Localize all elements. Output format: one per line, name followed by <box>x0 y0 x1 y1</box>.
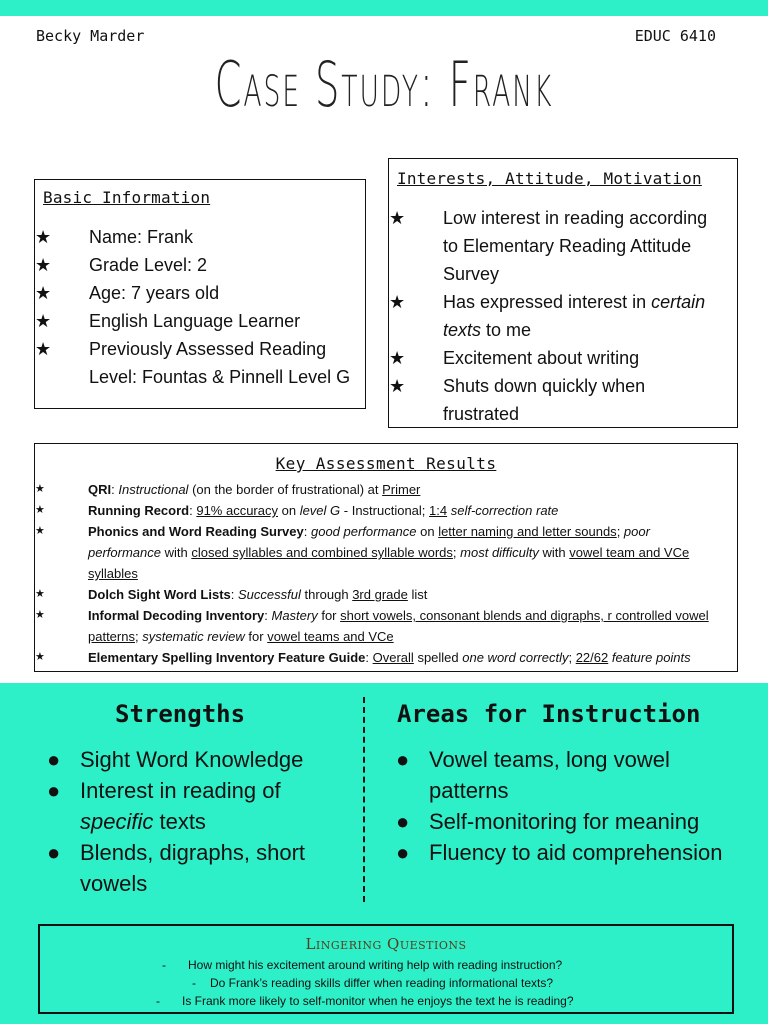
star-icon: ★ <box>35 339 52 359</box>
interests-heading: Interests, Attitude, Motivation <box>397 169 702 188</box>
star-icon: ★ <box>35 609 45 621</box>
list-item: ★ Grade Level: 2 <box>35 251 365 279</box>
list-item-qri: ★ QRI: Instructional (on the border of frustrational) at Primer <box>35 479 737 500</box>
author-name: Becky Marder <box>36 27 145 45</box>
star-icon: ★ <box>35 525 45 537</box>
star-icon: ★ <box>35 255 52 275</box>
list-item: - Is Frank more likely to self-monitor when he enjoys the text he is reading? <box>156 994 574 1008</box>
list-item: - How might his excitement around writing help with reading instruction? <box>162 958 563 972</box>
lingering-questions-heading: Lingering Questions <box>305 935 467 953</box>
bullet-dot-icon: ● <box>47 747 61 772</box>
list-item: ★ Shuts down quickly when frustrated <box>389 372 737 428</box>
star-icon: ★ <box>35 283 52 303</box>
list-item: ● Interest in reading of specific texts <box>44 775 344 837</box>
list-item: ★ English Language Learner <box>35 307 365 335</box>
list-item: ★ Previously Assessed Reading Level: Fountas & Pinnell Level G <box>35 335 365 391</box>
dash-icon: - <box>156 994 160 1008</box>
dash-icon: - <box>162 958 166 972</box>
instruction-heading: Areas for Instruction <box>397 700 701 728</box>
star-icon: ★ <box>35 504 45 516</box>
list-item: ● Sight Word Knowledge <box>44 744 344 775</box>
bullet-dot-icon: ● <box>396 809 410 834</box>
bullet-dot-icon: ● <box>47 840 61 865</box>
lingering-questions-list <box>40 956 732 1010</box>
strengths-heading: Strengths <box>115 700 246 728</box>
interests-box <box>388 158 738 428</box>
column-divider <box>363 697 365 902</box>
bullet-dot-icon: ● <box>396 747 410 772</box>
key-assessment-list <box>35 479 737 668</box>
list-item-phonics: ★ Phonics and Word Reading Survey: good performance on letter naming and letter sounds; poor performance with closed syllables and combined syllable words; most difficulty with vowel team and VCe syllables <box>35 521 737 584</box>
list-item: ● Self-monitoring for meaning <box>393 806 753 837</box>
list-item: - Do Frank’s reading skills differ when reading informational texts? <box>192 976 554 990</box>
list-item-spelling-inventory: ★ Elementary Spelling Inventory Feature Guide: Overall spelled one word correctly; 22/62 feature points <box>35 647 737 668</box>
course-code: EDUC 6410 <box>634 27 716 45</box>
list-item: ● Fluency to aid comprehension <box>393 837 753 868</box>
list-item: ★ Has expressed interest in certain texts to me <box>389 288 737 344</box>
list-item-decoding-inventory: ★ Informal Decoding Inventory: Mastery for short vowels, consonant blends and digraphs, r controlled vowel patterns; systematic review for vowel teams and VCe <box>35 605 737 647</box>
star-icon: ★ <box>389 376 406 396</box>
list-item: ● Vowel teams, long vowel patterns <box>393 744 753 806</box>
list-item-running-record: ★ Running Record: 91% accuracy on level G - Instructional; 1:4 self-correction rate <box>35 500 737 521</box>
instruction-list <box>393 744 753 868</box>
key-assessment-box <box>34 443 738 672</box>
list-item: ★ Name: Frank <box>35 223 365 251</box>
top-accent-bar <box>0 0 768 16</box>
star-icon: ★ <box>389 292 406 312</box>
bullet-dot-icon: ● <box>47 778 61 803</box>
star-icon: ★ <box>35 588 45 600</box>
list-item: ● Blends, digraphs, short vowels <box>44 837 344 899</box>
basic-information-list <box>35 223 365 391</box>
interests-list <box>389 204 737 428</box>
star-icon: ★ <box>35 651 45 663</box>
star-icon: ★ <box>35 483 45 495</box>
page-title: Case Study: Frank <box>214 48 554 121</box>
list-item: ★ Excitement about writing <box>389 344 737 372</box>
lingering-questions-box <box>38 924 734 1014</box>
star-icon: ★ <box>389 208 406 228</box>
strengths-list <box>44 744 344 899</box>
star-icon: ★ <box>35 227 52 247</box>
basic-information-box <box>34 179 366 409</box>
list-item-dolch: ★ Dolch Sight Word Lists: Successful through 3rd grade list <box>35 584 737 605</box>
dash-icon: - <box>192 976 196 990</box>
basic-information-heading: Basic Information <box>43 188 211 207</box>
bullet-dot-icon: ● <box>396 840 410 865</box>
key-assessment-heading: Key Assessment Results <box>275 454 497 473</box>
star-icon: ★ <box>35 311 52 331</box>
list-item: ★ Age: 7 years old <box>35 279 365 307</box>
list-item: ★ Low interest in reading according to Elementary Reading Attitude Survey <box>389 204 737 288</box>
star-icon: ★ <box>389 348 406 368</box>
